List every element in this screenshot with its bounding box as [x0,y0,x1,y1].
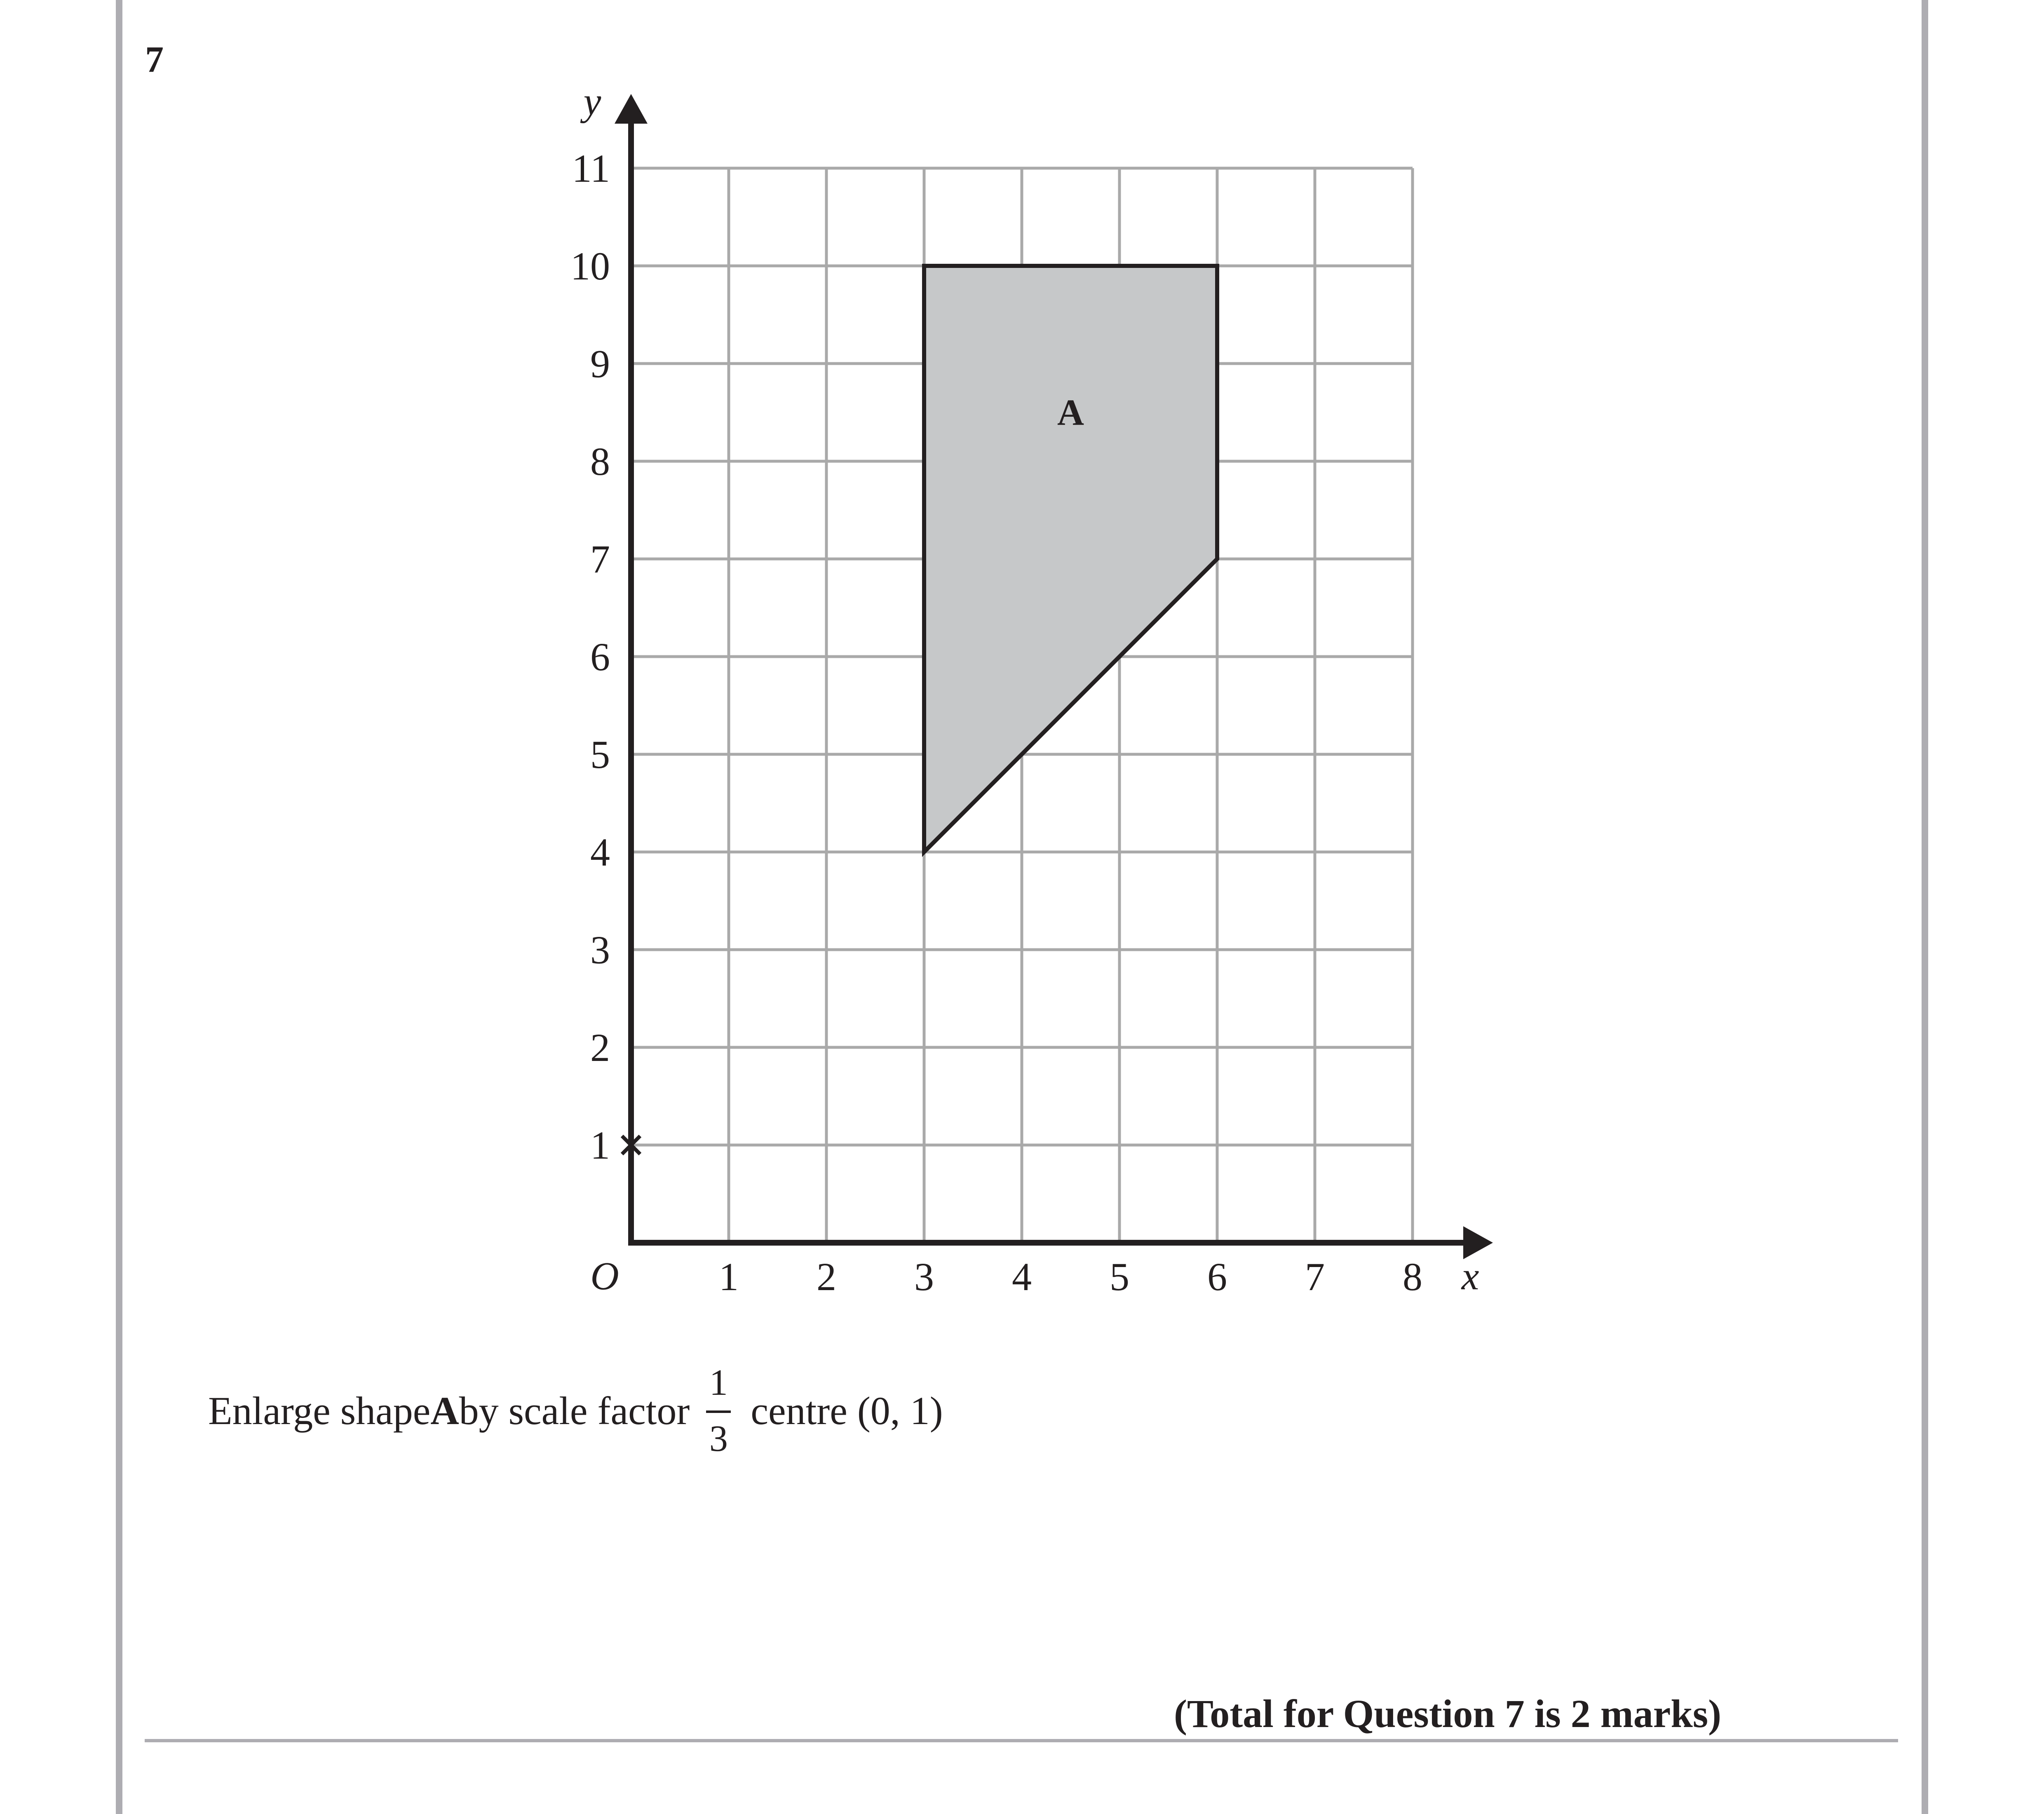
scale-factor-fraction [706,1364,731,1457]
y-tick-label: 1 [590,1123,610,1167]
y-tick-label: 2 [590,1026,610,1070]
y-tick-label: 11 [572,146,610,190]
x-tick-label: 7 [1305,1255,1325,1299]
y-axis-label: y [583,79,601,123]
x-tick-label: 2 [817,1255,836,1299]
footer-rule [145,1739,1898,1742]
fraction-denominator: 3 [709,1418,728,1459]
y-tick-label: 10 [570,244,610,288]
x-axis-label: x [1461,1254,1479,1298]
y-tick-label: 7 [590,537,610,581]
prompt-text-mid: by scale factor [459,1389,690,1433]
origin-label: O [590,1254,619,1298]
x-tick-label: 4 [1012,1255,1032,1299]
shape-a [924,266,1217,852]
y-tick-label: 5 [590,732,610,777]
y-tick-label: 6 [590,635,610,679]
fraction-numerator: 1 [709,1362,728,1403]
x-tick-label: 8 [1403,1255,1422,1299]
y-tick-label: 8 [590,439,610,483]
total-marks: (Total for Question 7 is 2 marks) [1174,1692,1722,1736]
y-tick-label: 4 [590,830,610,874]
x-tick-label: 1 [719,1255,739,1299]
x-tick-label: 6 [1207,1255,1227,1299]
prompt-text-pre: Enlarge shape [208,1389,431,1433]
prompt-text-post: centre (0, 1) [751,1389,943,1433]
x-tick-label: 5 [1110,1255,1129,1299]
fraction-bar [706,1410,731,1413]
prompt-shape-label: A [430,1389,459,1433]
y-tick-label: 3 [590,928,610,972]
y-tick-label: 9 [590,342,610,386]
x-tick-label: 3 [914,1255,934,1299]
y-axis-arrow [615,94,648,124]
question-number: 7 [145,39,164,80]
shape-a-label: A [1057,392,1084,433]
shape-layer [924,266,1217,852]
question-prompt [208,1364,943,1457]
